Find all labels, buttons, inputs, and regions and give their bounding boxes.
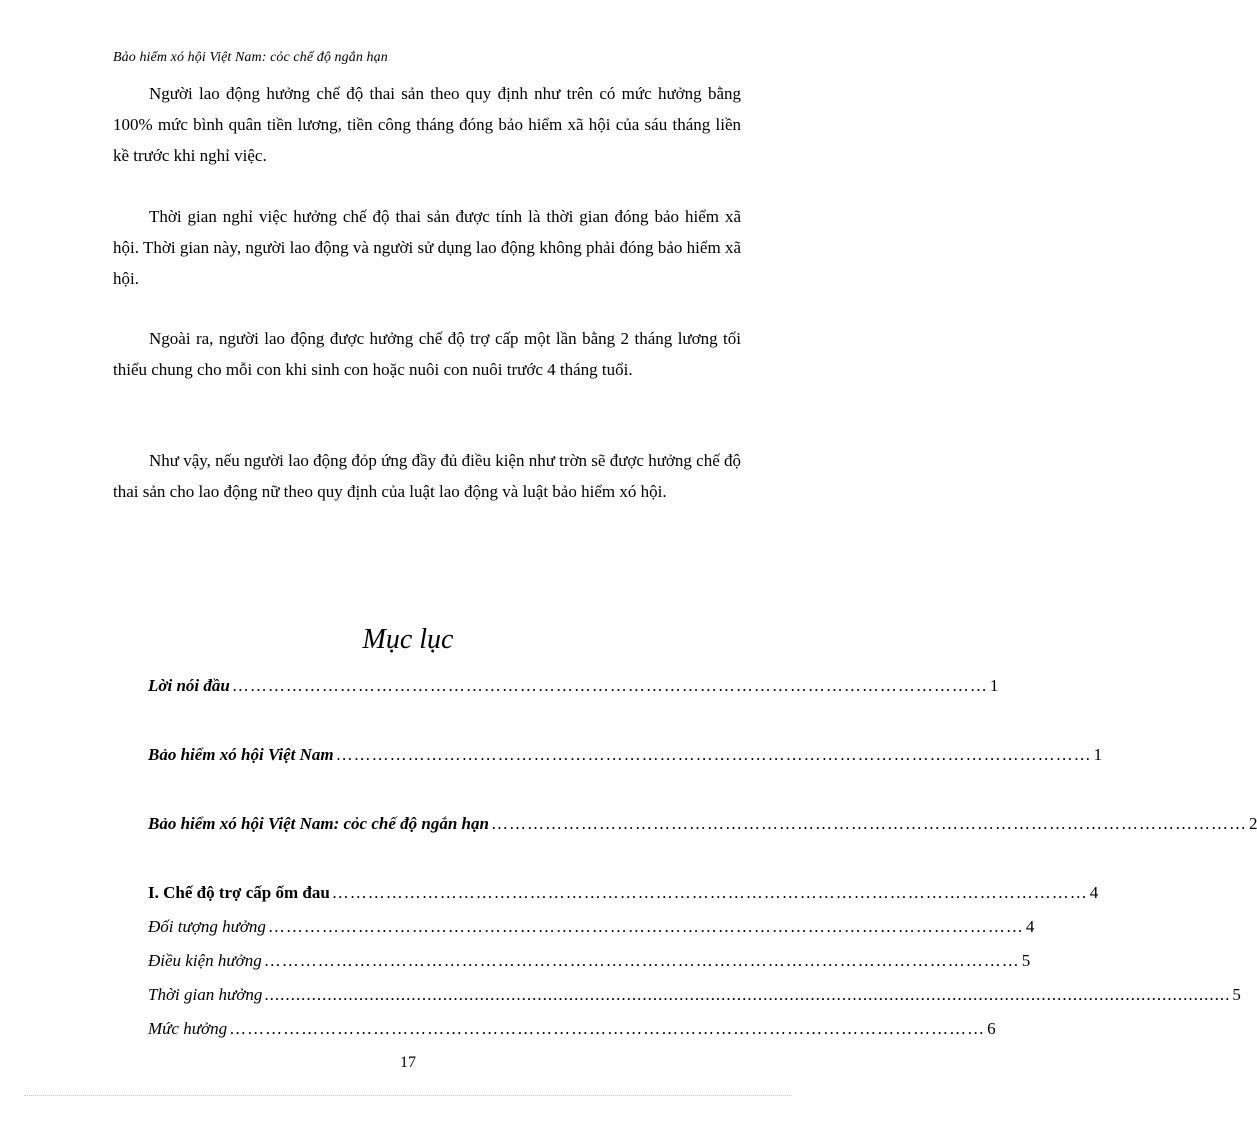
toc-leader-dots: ……………………………………………………………………………………………………………… — [231, 676, 988, 695]
toc-entry-label: Điều kiện hưởng — [148, 951, 262, 970]
paragraph-conclusion: Như vậy, nếu người lao động đỏp ứng đầy đủ điều kiện như trờn sẽ được hưởng chế độ thai sản cho lao động nữ theo quy định của luật lao động và luật bảo hiểm xó hội. — [113, 451, 742, 501]
toc-entry-page: 5 — [1021, 951, 1031, 970]
toc-leader-dots: ……………………………………………………………………………………………………………… — [490, 814, 1247, 833]
toc-entry-page: 1 — [989, 676, 999, 695]
toc-entry-label: I. Chế độ trợ cấp ốm đau — [148, 883, 330, 902]
toc-entry[interactable] — [148, 676, 999, 696]
paragraph-maternity-benefit-level: Người lao động hưởng chế độ thai sản theo quy định như trên có mức hưởng bằng 100% mức bình quân tiền lương, tiền công tháng đóng bảo hiểm xã hội của sáu tháng liền kề trước khi nghỉ việc. — [113, 84, 741, 165]
toc-entry-page: 5 — [1232, 985, 1241, 1004]
toc-entry-page: 1 — [1093, 745, 1103, 764]
page-bottom-divider — [24, 1095, 792, 1096]
toc-entry-label: Thời gian hưởng — [148, 985, 263, 1004]
toc-entry-label: Bảo hiểm xó hội Việt Nam — [148, 745, 334, 764]
toc-entry-page: 4 — [1089, 883, 1099, 902]
running-header: Bảo hiểm xó hội Việt Nam: cỏc chế độ ngắn hạn — [113, 50, 388, 65]
toc-entry-label: Mức hưởng — [148, 1019, 228, 1038]
toc-leader-dots: ……………………………………………………………………………………………………………… — [267, 917, 1024, 936]
toc-entry-page: 6 — [987, 1019, 996, 1038]
toc-leader-dots: ........................................................................................................................................................................................ — [264, 985, 1231, 1004]
page-number: 17 — [400, 1054, 416, 1071]
toc-entry[interactable] — [148, 917, 1035, 937]
toc-leader-dots: ……………………………………………………………………………………………………………… — [335, 745, 1092, 764]
toc-entry[interactable] — [148, 814, 1257, 834]
toc-entry-page: 4 — [1025, 917, 1035, 936]
toc-entry[interactable] — [148, 745, 1103, 765]
paragraph-leave-period: Thời gian nghỉ việc hưởng chế độ thai sản được tính là thời gian đóng bảo hiểm xã hội. Thời gian này, người lao động và người sử dụng lao động không phải đóng bảo hiểm xã hội. — [113, 207, 741, 288]
toc-leader-dots: ……………………………………………………………………………………………………………… — [229, 1019, 986, 1038]
toc-title: Mục lục — [362, 624, 454, 655]
toc-entry-page: 2 — [1248, 814, 1257, 833]
toc-entry-label: Bảo hiểm xó hội Việt Nam: cỏc chế độ ngắn hạn — [148, 814, 489, 833]
toc-entry-label: Đối tượng hưởng — [148, 917, 266, 936]
toc-leader-dots: ……………………………………………………………………………………………………………… — [331, 883, 1088, 902]
toc-entry[interactable] — [148, 883, 1099, 903]
toc-entry[interactable] — [148, 951, 1031, 971]
toc-entry[interactable] — [148, 1019, 996, 1039]
paragraph-lump-sum-allowance: Ngoài ra, người lao động được hưởng chế độ trợ cấp một lần bằng 2 tháng lương tối thiểu chung cho mỗi con khi sinh con hoặc nuôi con nuôi trước 4 tháng tuổi. — [113, 329, 741, 379]
toc-leader-dots: ……………………………………………………………………………………………………………… — [263, 951, 1020, 970]
toc-entry[interactable] — [148, 985, 1241, 1005]
toc-entry-label: Lời nói đầu — [148, 676, 230, 695]
